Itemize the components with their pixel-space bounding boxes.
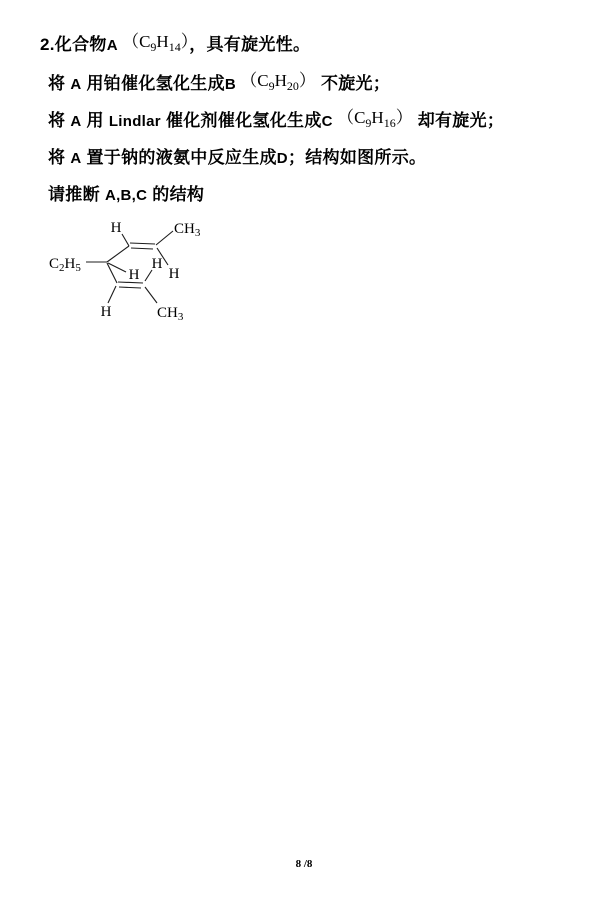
bond-lower-c2-to-methyl — [145, 287, 157, 303]
formula-subscript: 16 — [383, 116, 396, 130]
bond-central-to-upper-alkene — [107, 246, 129, 262]
line5-text-2: 的结构 — [147, 185, 205, 204]
line2-text-1: 将 — [48, 74, 71, 93]
formula-c9h14 — [117, 32, 190, 54]
compound-a-label: A — [106, 37, 118, 54]
formula-subscript: 14 — [168, 40, 181, 54]
upper-double-bond-line-2 — [131, 248, 153, 249]
line1-text-1: 2.化合物 — [40, 35, 107, 54]
line3-text-2: 用 — [81, 111, 109, 130]
bond-lower-c1-to-h — [108, 286, 116, 303]
bond-central-to-lower-alkene — [107, 263, 117, 283]
formula-open-paren: （ — [236, 71, 258, 90]
formula-subscript: 9 — [365, 116, 372, 130]
formula-close-paren: ） — [180, 32, 190, 51]
lower-double-bond-line-2 — [119, 287, 141, 288]
hydrogen-label-top: H — [110, 220, 122, 236]
molecule-structure-diagram — [45, 212, 217, 327]
formula-subscript: 20 — [286, 79, 299, 93]
hydrogen-label-central: H — [128, 267, 140, 283]
formula-open-paren: （ — [332, 108, 355, 127]
compound-c-label: C — [321, 113, 333, 130]
methyl-group-label-top: $CH_3$ — [174, 221, 201, 239]
line1-text-2: ，具有旋光性。 — [189, 35, 311, 54]
formula-close-paren: ） — [395, 108, 413, 127]
bond-upper-c1-to-h — [122, 234, 129, 246]
question-line-2 — [48, 69, 390, 97]
question-line-1 — [40, 30, 310, 58]
hydrogen-label-bottom: H — [100, 304, 112, 320]
formula-c9h20 — [236, 71, 316, 93]
formula-c9h16 — [332, 108, 413, 130]
line4-text-1: 将 — [48, 148, 71, 167]
compound-d-label: D — [276, 150, 288, 167]
hydrogen-label-right: H — [168, 266, 180, 282]
page-number: 8 /8 — [295, 858, 313, 870]
formula-subscript: 9 — [150, 40, 157, 54]
line4-text-3: ；结构如图所示。 — [287, 148, 427, 167]
question-line-4 — [48, 143, 426, 168]
formula-element: C — [139, 32, 151, 51]
question-line-5 — [48, 180, 204, 205]
ethyl-group-label: $C_2H_5$ — [49, 256, 81, 274]
line2-text-3: 不旋光； — [315, 74, 391, 93]
compound-b-label: B — [224, 76, 237, 93]
question-line-3 — [48, 106, 504, 134]
formula-close-paren: ） — [298, 71, 316, 90]
upper-double-bond-line-1 — [130, 243, 155, 244]
line4-text-2: 置于钠的液氨中反应生成 — [81, 148, 277, 167]
compound-a-label: A — [70, 150, 82, 167]
line3-text-3: 催化剂催化氢化生成 — [160, 111, 322, 130]
compound-a-label: A — [70, 76, 82, 93]
bond-upper-c2-to-methyl — [156, 231, 173, 245]
hydrogen-label-mid-right: H — [151, 256, 163, 272]
compound-a-label: A — [70, 113, 82, 130]
line3-text-1: 将 — [48, 111, 71, 130]
formula-element: H — [274, 71, 287, 90]
formula-element: C — [257, 71, 269, 90]
formula-subscript: 9 — [268, 79, 275, 93]
methyl-group-label-bottom: $CH_3$ — [157, 305, 184, 323]
lindlar-catalyst-label: Lindlar — [108, 113, 161, 130]
line3-text-4: 却有旋光； — [412, 111, 505, 130]
compound-abc-label: A,B,C — [104, 187, 148, 204]
formula-element: H — [371, 108, 384, 127]
formula-element: C — [354, 108, 366, 127]
formula-open-paren: （ — [117, 32, 140, 51]
formula-element: H — [156, 32, 169, 51]
line2-text-2: 用铂催化氢化生成 — [81, 74, 225, 93]
line5-text-1: 请推断 — [48, 185, 105, 204]
